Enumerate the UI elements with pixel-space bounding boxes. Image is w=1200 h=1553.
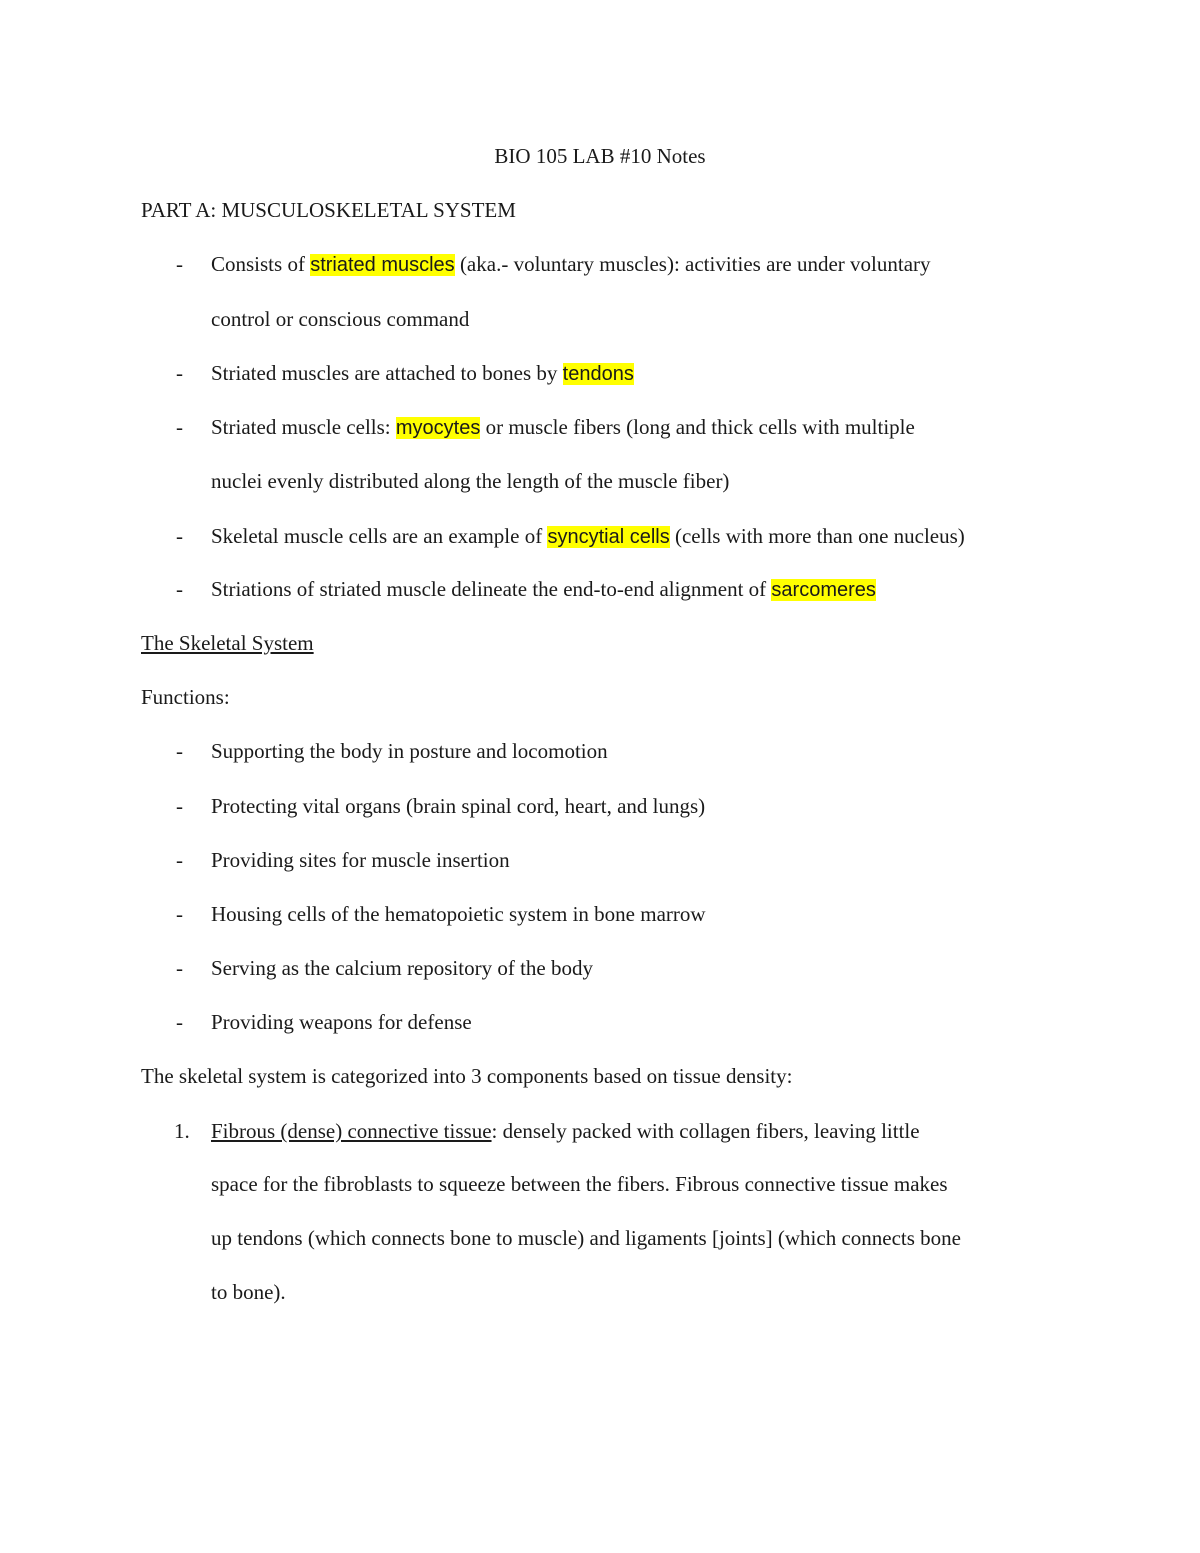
bullet-item — [211, 574, 876, 604]
bullet-dash: - — [176, 1010, 183, 1034]
function-item: Housing cells of the hematopoietic system in bone marrow — [211, 902, 706, 926]
numbered-item-continuation: up tendons (which connects bone to muscle) and ligaments [joints] (which connects bone — [211, 1226, 961, 1250]
function-item: Serving as the calcium repository of the body — [211, 956, 593, 980]
bullet-dash: - — [176, 794, 183, 818]
highlighted-term: sarcomeres — [771, 579, 876, 601]
function-item: Providing sites for muscle insertion — [211, 848, 510, 872]
functions-label: Functions: — [141, 685, 230, 709]
bullet-dash: - — [176, 524, 183, 548]
bullet-text: Striated muscles are attached to bones by — [211, 361, 563, 385]
function-item: Providing weapons for defense — [211, 1010, 472, 1034]
bullet-dash: - — [176, 848, 183, 872]
bullet-text: (cells with more than one nucleus) — [669, 524, 965, 548]
bullet-text: Striations of striated muscle delineate the end-to-end alignment of — [211, 577, 772, 601]
highlighted-term: striated muscles — [310, 254, 455, 276]
list-number: 1. — [174, 1119, 190, 1143]
bullet-item — [211, 249, 931, 279]
highlighted-term: syncytial cells — [547, 526, 670, 548]
bullet-continuation: control or conscious command — [211, 307, 470, 331]
bullet-dash: - — [176, 739, 183, 763]
function-item: Supporting the body in posture and locomotion — [211, 739, 608, 763]
bullet-dash: - — [176, 902, 183, 926]
bullet-dash: - — [176, 577, 183, 601]
bullet-dash: - — [176, 956, 183, 980]
bullet-text: Skeletal muscle cells are an example of — [211, 524, 548, 548]
categorized-paragraph: The skeletal system is categorized into 3 components based on tissue density: — [141, 1064, 793, 1088]
highlighted-term: tendons — [562, 363, 634, 385]
bullet-dash: - — [176, 361, 183, 385]
component-term: Fibrous (dense) connective tissue — [211, 1119, 492, 1143]
bullet-text: or muscle fibers (long and thick cells with multiple — [480, 415, 915, 439]
bullet-item — [211, 358, 634, 388]
numbered-item-continuation: space for the fibroblasts to squeeze between the fibers. Fibrous connective tissue makes — [211, 1172, 948, 1196]
highlighted-term: myocytes — [395, 417, 481, 439]
bullet-item — [211, 521, 965, 551]
bullet-continuation: nuclei evenly distributed along the length of the muscle fiber) — [211, 469, 730, 493]
bullet-dash: - — [176, 415, 183, 439]
section-heading-skeletal-system: The Skeletal System — [141, 631, 314, 655]
component-text: : densely packed with collagen fibers, leaving little — [491, 1119, 920, 1143]
document-title: BIO 105 LAB #10 Notes — [494, 144, 706, 168]
bullet-text: (aka.- voluntary muscles): activities are under voluntary — [454, 252, 931, 276]
bullet-text: Consists of — [211, 252, 311, 276]
bullet-text: Striated muscle cells: — [211, 415, 396, 439]
bullet-dash: - — [176, 252, 183, 276]
numbered-item — [211, 1116, 920, 1146]
function-item: Protecting vital organs (brain spinal cord, heart, and lungs) — [211, 794, 706, 818]
section-heading-part-a: PART A: MUSCULOSKELETAL SYSTEM — [141, 198, 516, 222]
numbered-item-continuation: to bone). — [211, 1280, 286, 1304]
bullet-item — [211, 412, 915, 442]
